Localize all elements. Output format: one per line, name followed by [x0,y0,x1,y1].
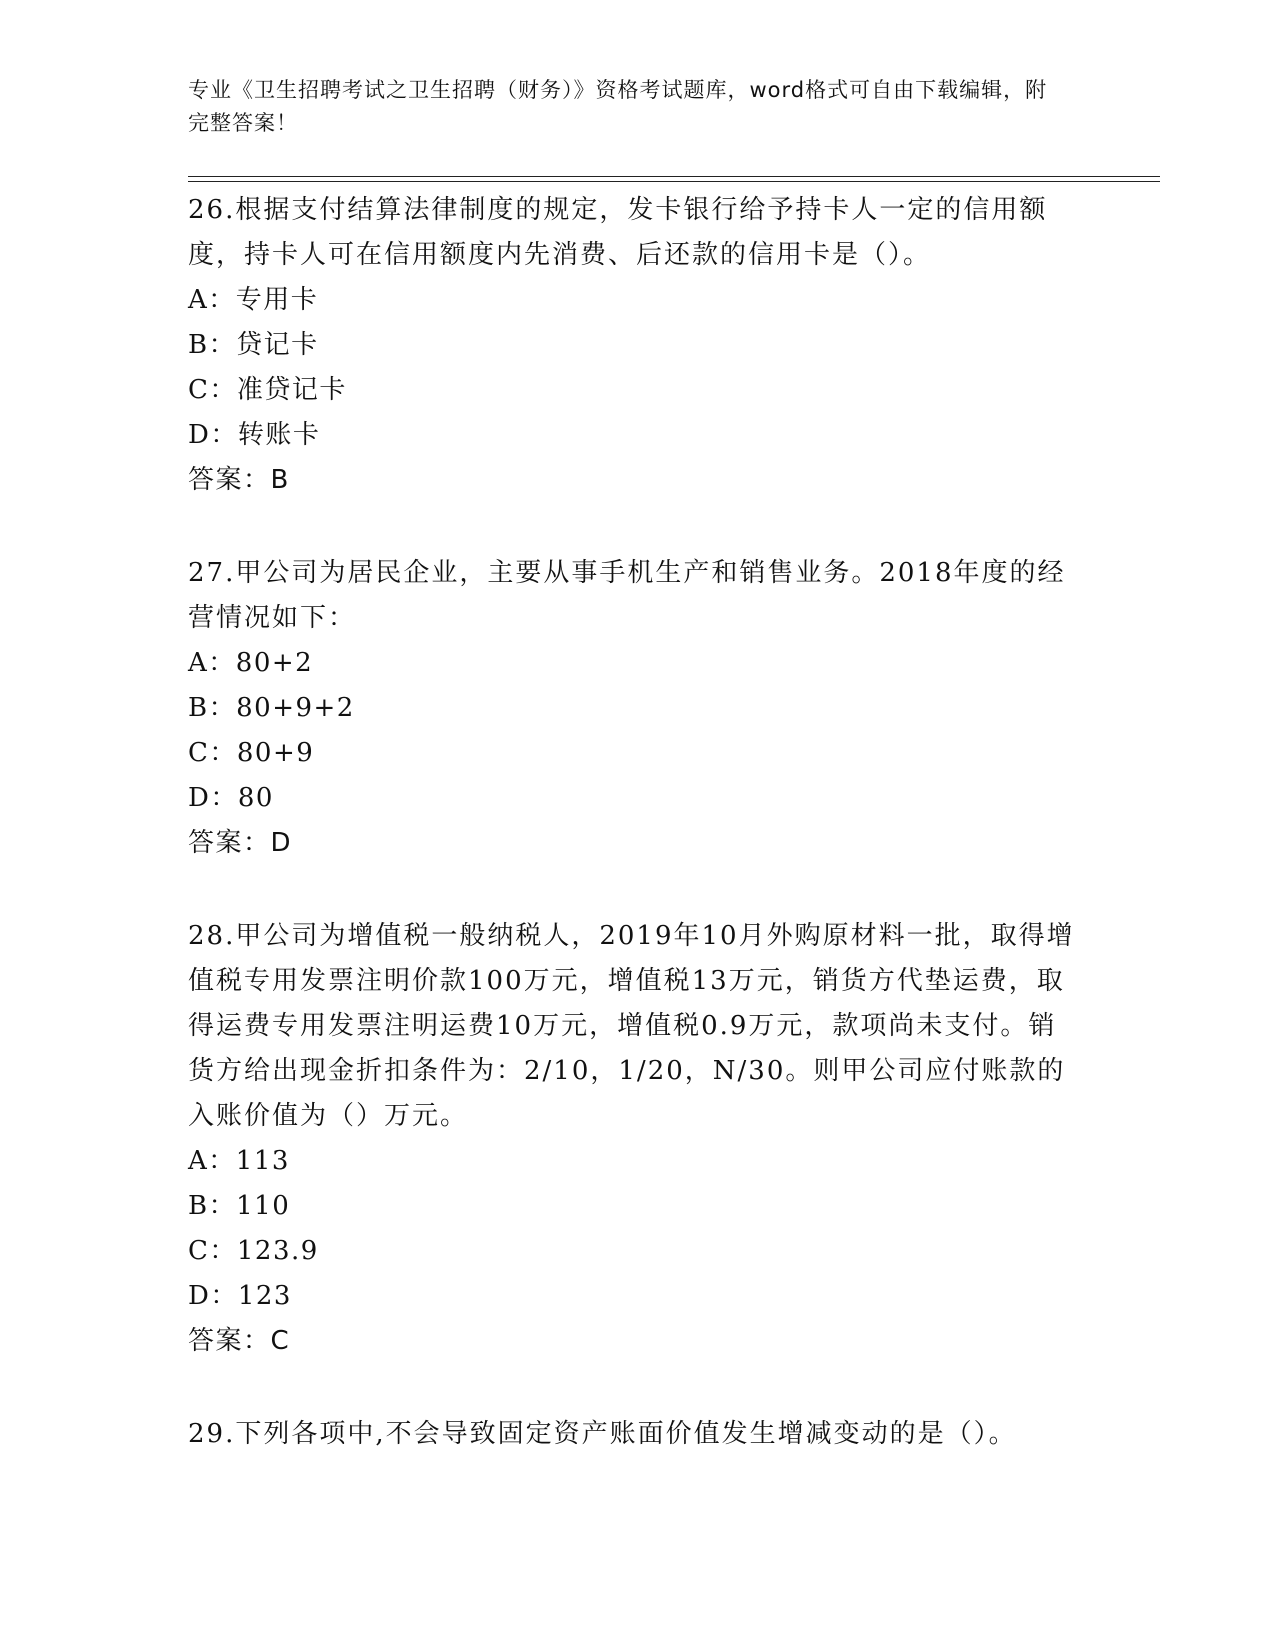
question-stem: 29.下列各项中,不会导致固定资产账面价值发生增减变动的是（）。 [188,1419,1017,1449]
option-b: B：110 [188,1191,291,1221]
answer-line: 答案：D [188,828,293,858]
question-27 [188,551,1078,866]
option-a: A：80+2 [188,648,314,678]
document-header: 专业《卫生招聘考试之卫生招聘（财务）》资格考试题库，word格式可自由下载编辑，附完整答案！ [188,78,1048,135]
question-stem: 28.甲公司为增值税一般纳税人，2019年10月外购原材料一批，取得增值税专用发票注明价款100万元，增值税13万元，销货方代垫运费，取得运费专用发票注明运费10万元，增值税0.9万元，款项尚未支付。销货方给出现金折扣条件为：2/10，1/20，N/30。则甲公司应付账款的入账价值为（）万元。 [188,921,1075,1131]
option-b: B：80+9+2 [188,693,355,723]
option-c: C：80+9 [188,738,315,768]
question-list [188,188,1078,1505]
header-divider-top [188,176,1160,177]
option-a: A：专用卡 [188,285,319,315]
answer-line: 答案：B [188,465,290,495]
question-stem: 26.根据支付结算法律制度的规定，发卡银行给予持卡人一定的信用额度，持卡人可在信用额度内先消费、后还款的信用卡是（）。 [188,195,1048,270]
option-c: C：123.9 [188,1236,319,1266]
answer-line: 答案：C [188,1326,291,1356]
option-c: C：准贷记卡 [188,375,347,405]
question-stem: 27.甲公司为居民企业，主要从事手机生产和销售业务。2018年度的经营情况如下： [188,558,1066,633]
question-26 [188,188,1078,503]
option-d: D：80 [188,783,274,813]
option-a: A：113 [188,1146,290,1176]
option-d: D：转账卡 [188,420,321,450]
option-d: D：123 [188,1281,292,1311]
question-29 [188,1412,1078,1457]
option-b: B：贷记卡 [188,330,319,360]
question-28 [188,914,1078,1364]
header-divider-bottom [188,181,1160,182]
